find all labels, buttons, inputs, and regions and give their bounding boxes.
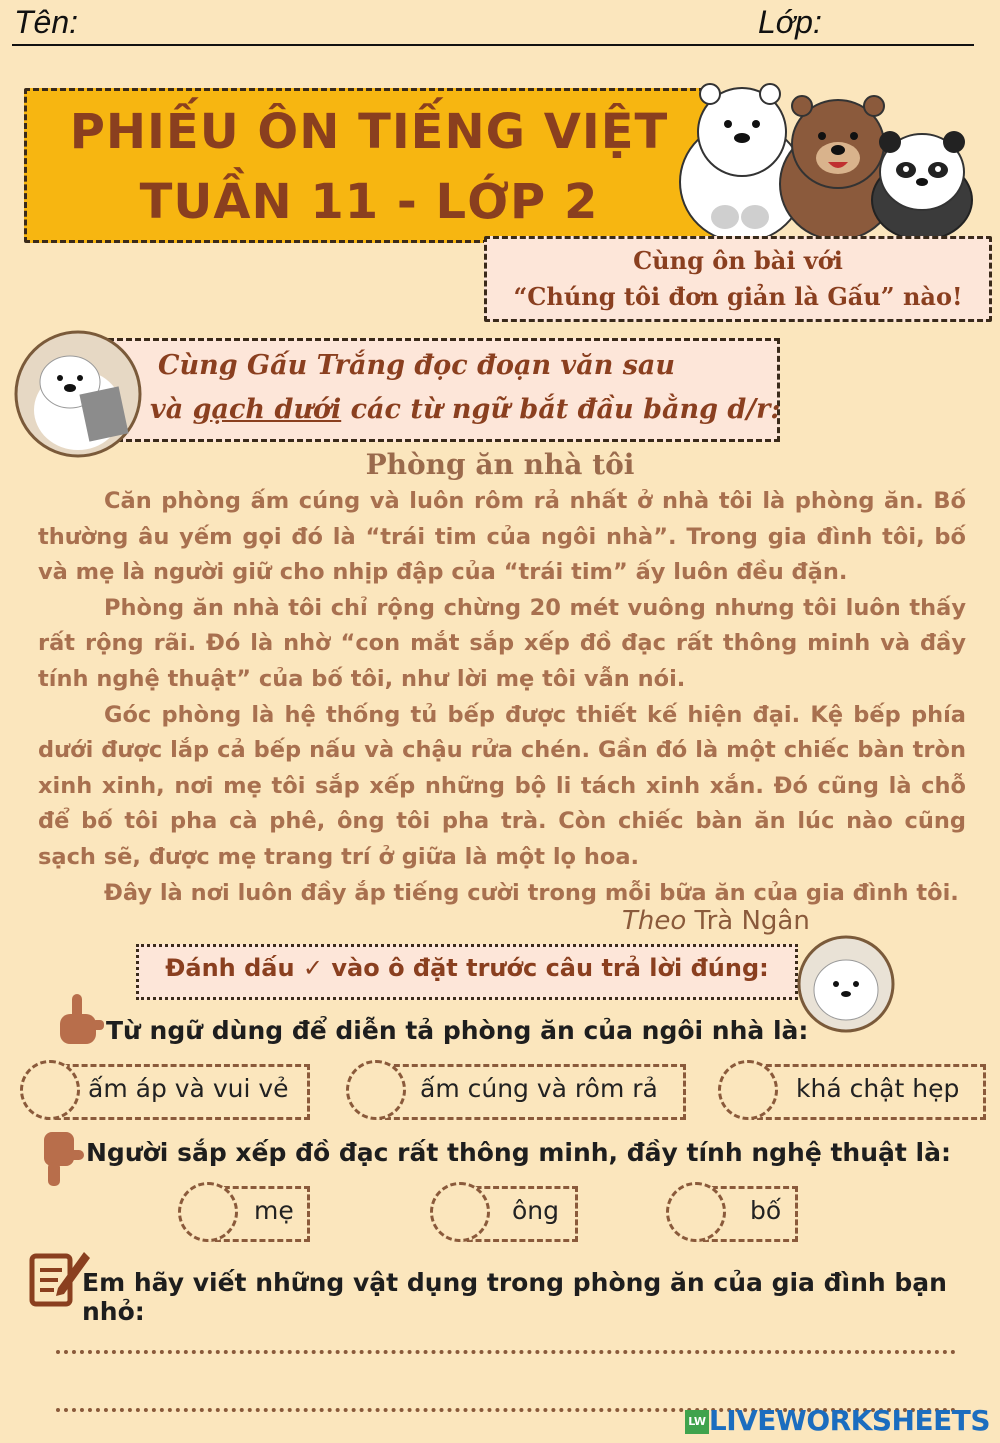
class-input[interactable] [840, 6, 970, 42]
question1-text: Từ ngữ dùng để diễn tả phòng ăn của ngôi nhà là: [106, 1016, 809, 1045]
question3-text: Em hãy viết những vật dụng trong phòng ăn của gia đình bạn nhỏ: [82, 1268, 947, 1326]
q1-option1-label: ấm áp và vui vẻ [88, 1074, 289, 1103]
q2-option1-label: mẹ [254, 1196, 294, 1225]
story-paragraph: Phòng ăn nhà tôi chỉ rộng chừng 20 mét vuông nhưng tôi luôn thấy rất rộng rãi. Đó là nhờ “con mắt sắp xếp đồ đạc rất thông minh và đầy tính nghệ thuật” của bố tôi, như lời mẹ tôi vẫn nói. [38, 594, 966, 692]
q1-option3-checkbox[interactable] [718, 1060, 778, 1120]
story-title: Phòng ăn nhà tôi [365, 448, 635, 481]
q1-option3-label: khá chật hẹp [796, 1074, 960, 1103]
worksheet-title-line1: PHIẾU ÔN TIẾNG VIỆT [69, 104, 669, 160]
header-line [12, 44, 974, 46]
name-input[interactable] [90, 6, 750, 42]
author-prefix: Theo [622, 906, 687, 936]
story-author [622, 906, 810, 936]
instruction-underlined: gạch dưới [192, 394, 342, 425]
q1-option2-checkbox[interactable] [346, 1060, 406, 1120]
note-pencil-icon [28, 1244, 90, 1308]
subtitle-line2: “Chúng tôi đơn giản là Gấu” nào! [513, 282, 963, 311]
q2-option1-checkbox[interactable] [178, 1182, 238, 1242]
q1-option1-checkbox[interactable] [20, 1060, 80, 1120]
question2-text: Người sắp xếp đồ đạc rất thông minh, đầy tính nghệ thuật là: [86, 1138, 951, 1167]
q1-option2-label: ấm cúng và rôm rả [420, 1074, 658, 1103]
pointing-hand-icon [52, 990, 106, 1050]
q2-option2-checkbox[interactable] [430, 1182, 490, 1242]
story-paragraph: Căn phòng ấm cúng và luôn rôm rả nhất ở nhà tôi là phòng ăn. Bố thường âu yếm gọi đó là “trái tim của ngôi nhà”. Trong gia đình tôi, bố và mẹ là người giữ cho nhịp đập của “trái tim” ấy luôn đều đặn. [38, 488, 966, 586]
instruction-suffix: các từ ngữ bắt đầu bằng d/r: [341, 394, 781, 425]
class-label: Lớp: [758, 4, 822, 40]
logo-text: LIVEWORKSHEETS [708, 1404, 990, 1437]
task-instruction: Đánh dấu ✓ vào ô đặt trước câu trả lời đúng: [165, 954, 769, 982]
story-paragraph: Góc phòng là hệ thống tủ bếp được thiết kế hiện đại. Kệ bếp phía dưới được lắp cả bếp nấu và chậu rửa chén. Gần đó là một chiếc bàn tròn xinh xinh, nơi mẹ tôi sắp xếp những bộ li tách xinh xắn. Đó cũng là chỗ để bố tôi pha cà phê, ông tôi pha trà. Còn chiếc bàn ăn lúc nào cũng sạch sẽ, được mẹ trang trí ở giữa là một lọ hoa. [38, 701, 966, 870]
worksheet-title-line2: TUẦN 11 - LỚP 2 [139, 174, 599, 230]
story-body [38, 484, 966, 911]
bears-illustration [670, 72, 980, 240]
reading-instruction-line1: Cùng Gấu Trắng đọc đoạn văn sau [158, 350, 676, 381]
logo-badge: LW [685, 1410, 709, 1434]
polar-bear-icon [796, 934, 896, 1034]
answer-input[interactable] [56, 1316, 956, 1416]
panda-bear-icon [872, 131, 972, 240]
pointing-hand-icon [38, 1126, 86, 1190]
polar-bear-icon [14, 330, 142, 458]
q2-option3-label: bố [750, 1196, 782, 1225]
story-paragraph: Đây là nơi luôn đầy ắp tiếng cười trong mỗi bữa ăn của gia đình tôi. [104, 879, 959, 906]
author-name: Trà Ngân [686, 906, 810, 936]
instruction-prefix: và [150, 394, 193, 425]
subtitle-line1: Cùng ôn bài với [633, 246, 843, 275]
q2-option2-label: ông [512, 1196, 560, 1225]
name-label: Tên: [14, 4, 79, 40]
liveworksheets-logo [685, 1404, 990, 1437]
q2-option3-checkbox[interactable] [666, 1182, 726, 1242]
reading-instruction-line2 [150, 394, 780, 425]
